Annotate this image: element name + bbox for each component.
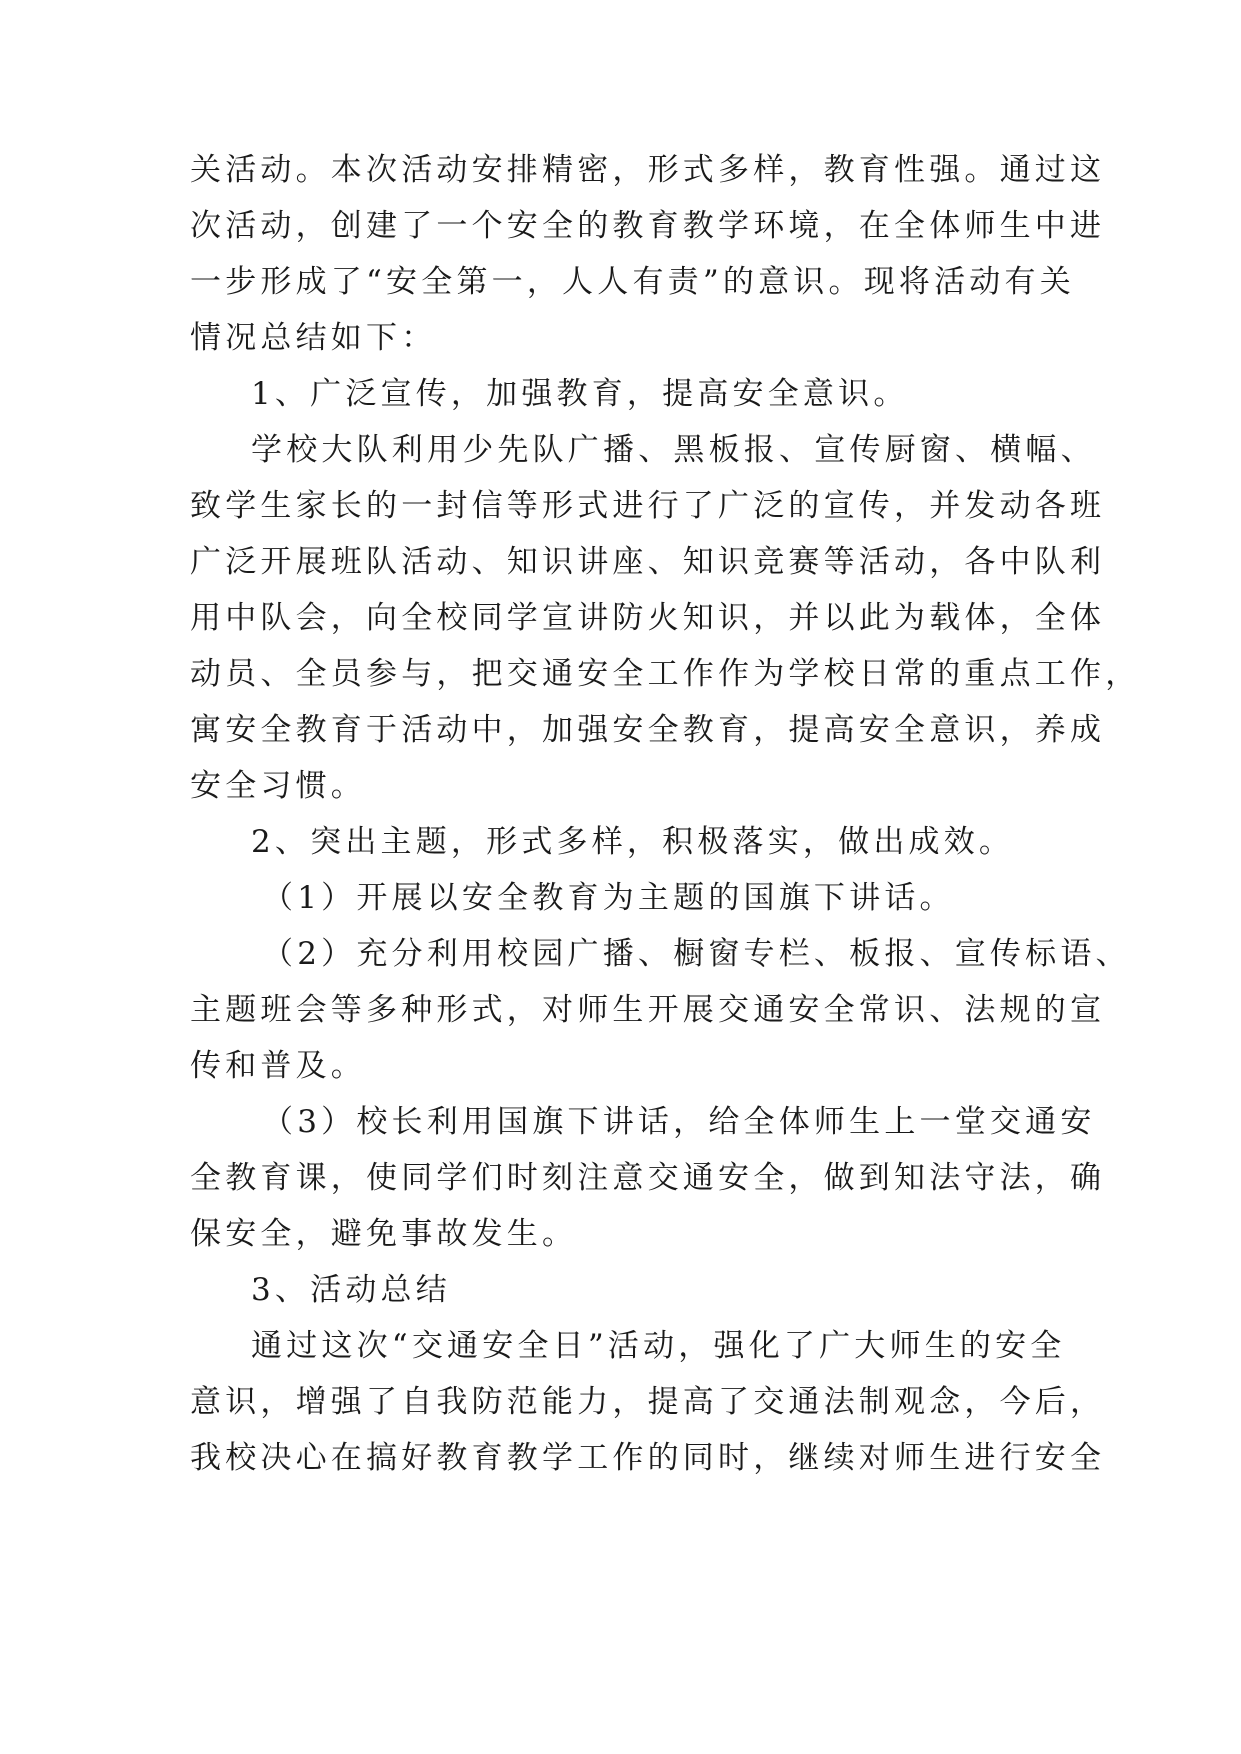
- body-text-line: 安全习惯。: [190, 768, 366, 804]
- body-text-line: 传和普及。: [190, 1048, 366, 1084]
- body-text-line: 次活动，创建了一个安全的教育教学环境，在全体师生中进: [190, 208, 1106, 244]
- body-text-line: 学校大队利用少先队广播、黑板报、宣传厨窗、横幅、: [251, 432, 1096, 468]
- sub-item-1: （1）开展以安全教育为主题的国旗下讲话。: [262, 880, 955, 916]
- body-text-line: 主题班会等多种形式，对师生开展交通安全常识、法规的宣: [190, 992, 1106, 1028]
- section-heading-1: 1、广泛宣传，加强教育，提高安全意识。: [251, 376, 909, 412]
- body-text-line: 全教育课，使同学们时刻注意交通安全，做到知法守法，确: [190, 1160, 1106, 1196]
- body-text-line: 情况总结如下：: [190, 320, 437, 356]
- body-text-line: 寓安全教育于活动中，加强安全教育，提高安全意识，养成: [190, 712, 1106, 748]
- body-text-line: 动员、全员参与，把交通安全工作作为学校日常的重点工作，: [190, 656, 1141, 692]
- body-text-line: 通过这次“交通安全日”活动，强化了广大师生的安全: [251, 1328, 1066, 1364]
- section-heading-3: 3、活动总结: [251, 1272, 451, 1308]
- body-text-line: 广泛开展班队活动、知识讲座、知识竞赛等活动，各中队利: [190, 544, 1106, 580]
- section-heading-2: 2、突出主题，形式多样，积极落实，做出成效。: [251, 824, 1015, 860]
- sub-item-3: （3）校长利用国旗下讲话，给全体师生上一堂交通安: [262, 1104, 1096, 1140]
- body-text-line: 我校决心在搞好教育教学工作的同时，继续对师生进行安全: [190, 1440, 1106, 1476]
- body-text-line: 意识，增强了自我防范能力，提高了交通法制观念，今后，: [190, 1384, 1106, 1420]
- body-text-line: 致学生家长的一封信等形式进行了广泛的宣传，并发动各班: [190, 488, 1106, 524]
- body-text-line: 保安全，避免事故发生。: [190, 1216, 578, 1252]
- body-text-line: 一步形成了“安全第一，人人有责”的意识。现将活动有关: [190, 264, 1075, 300]
- sub-item-2: （2）充分利用校园广播、橱窗专栏、板报、宣传标语、: [262, 936, 1131, 972]
- body-text-line: 用中队会，向全校同学宣讲防火知识，并以此为载体，全体: [190, 600, 1106, 636]
- body-text-line: 关活动。本次活动安排精密，形式多样，教育性强。通过这: [190, 152, 1106, 188]
